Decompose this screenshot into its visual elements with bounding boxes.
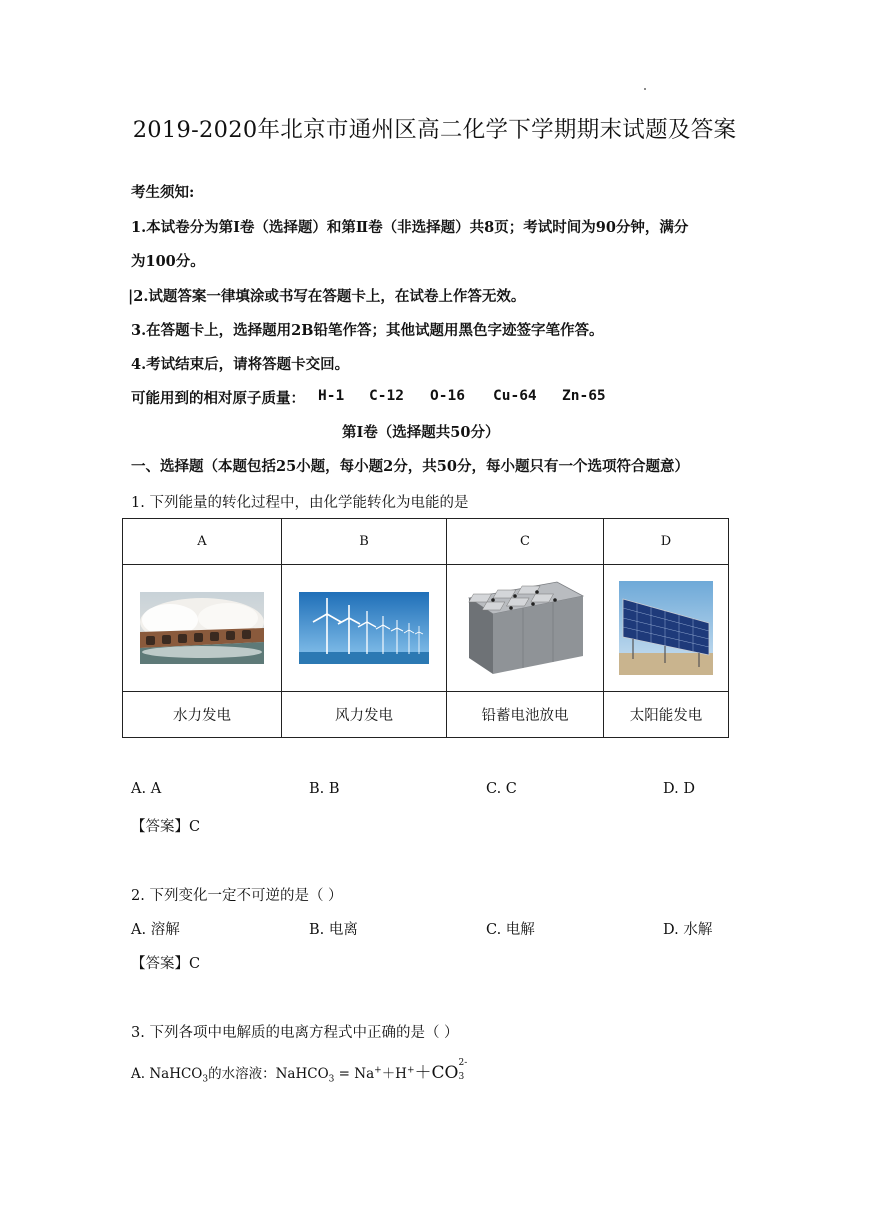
q3-option-a-middle: 的水溶液：NaHCO <box>208 1066 329 1082</box>
q1-answer: 【答案】C <box>131 819 201 835</box>
stray-dot <box>644 88 646 90</box>
q3-option-a-prefix: A. NaHCO <box>131 1066 203 1082</box>
notice-item-4: 4.考试结束后，请将答题卡交回。 <box>131 356 350 373</box>
q3-option-a-plus-h: ＋H <box>381 1066 407 1082</box>
atomic-mass-o: O-16 <box>430 388 465 404</box>
notice-item-1-line-1: 1.本试卷分为第Ⅰ卷（选择题）和第Ⅱ卷（非选择题）共8页；考试时间为90分钟，满分 <box>131 219 689 236</box>
q1-caption-a: 水力发电 <box>123 692 282 738</box>
q1-caption-c: 铅蓄电池放电 <box>447 692 604 738</box>
q1-header-c: C <box>447 519 604 565</box>
q1-image-cell-c <box>447 565 604 692</box>
q2-answer: 【答案】C <box>131 956 201 972</box>
q1-header-d: D <box>604 519 729 565</box>
q3-option-a-ion-scripts <box>458 1058 468 1082</box>
q3-option-a-superscript-1: + <box>374 1065 382 1076</box>
q2-option-d: D. 水解 <box>663 922 713 938</box>
notice-item-1-line-2: 为100分。 <box>131 253 205 270</box>
q2-stem: 2. 下列变化一定不可逆的是（ ） <box>131 888 343 904</box>
q3-option-a-plus: ＋ <box>414 1063 432 1083</box>
q3-option-a-subscript-2: 3 <box>328 1074 335 1085</box>
section-1-instruction: 一、选择题（本题包括25小题，每小题2分，共50分，每小题只有一个选项符合题意） <box>131 458 689 475</box>
page-title: 2019-2020年北京市通州区高二化学下学期期末试题及答案 <box>132 117 737 143</box>
notice-item-3: 3.在答题卡上，选择题用2B铅笔作答；其他试题用黑色字迹签字笔作答。 <box>131 322 604 339</box>
q3-option-a-superscript-2: + <box>406 1065 415 1076</box>
q2-option-b: B. 电离 <box>309 922 358 938</box>
q3-option-a-equation: = Na <box>334 1066 375 1082</box>
q2-option-c: C. 电解 <box>486 922 535 938</box>
q3-option-a <box>131 1058 468 1083</box>
q1-caption-d: 太阳能发电 <box>604 692 729 738</box>
notice-item-2: |2.试题答案一律填涂或书写在答题卡上，在试卷上作答无效。 <box>128 288 526 305</box>
atomic-mass-zn: Zn-65 <box>562 388 606 404</box>
q1-option-d: D. D <box>663 781 695 797</box>
q1-caption-b: 风力发电 <box>282 692 447 738</box>
q1-option-c: C. C <box>486 781 517 797</box>
lead-acid-battery-image <box>463 574 587 682</box>
q3-option-a-ion-charge: 2- <box>458 1058 468 1068</box>
section-1-title: 第Ⅰ卷（选择题共50分） <box>342 424 500 441</box>
q3-option-a-ion-subscript: 3 <box>458 1072 465 1082</box>
q2-option-a: A. 溶解 <box>131 922 180 938</box>
q1-options-table <box>122 518 729 738</box>
q1-header-b: B <box>282 519 447 565</box>
q1-image-cell-d <box>604 565 729 692</box>
atomic-mass-c: C-12 <box>369 388 404 404</box>
notice-heading: 考生须知: <box>131 184 195 201</box>
q3-stem: 3. 下列各项中电解质的电离方程式中正确的是（ ） <box>131 1025 459 1041</box>
solar-panels-image <box>619 581 713 675</box>
q3-option-a-carbonate-ion: CO <box>431 1063 459 1083</box>
q1-option-a: A. A <box>131 781 162 797</box>
wind-turbines-image <box>299 592 429 664</box>
atomic-mass-label: 可能用到的相对原子质量： <box>131 390 305 407</box>
atomic-mass-h: H-1 <box>318 388 345 404</box>
q3-option-a-subscript-1: 3 <box>202 1074 209 1085</box>
q1-image-cell-a <box>123 565 282 692</box>
q1-stem: 1. 下列能量的转化过程中，由化学能转化为电能的是 <box>131 495 469 511</box>
hydropower-dam-image <box>140 592 264 664</box>
q1-image-cell-b <box>282 565 447 692</box>
atomic-mass-cu: Cu-64 <box>493 388 537 404</box>
q1-header-a: A <box>123 519 282 565</box>
q1-option-b: B. B <box>309 781 340 797</box>
